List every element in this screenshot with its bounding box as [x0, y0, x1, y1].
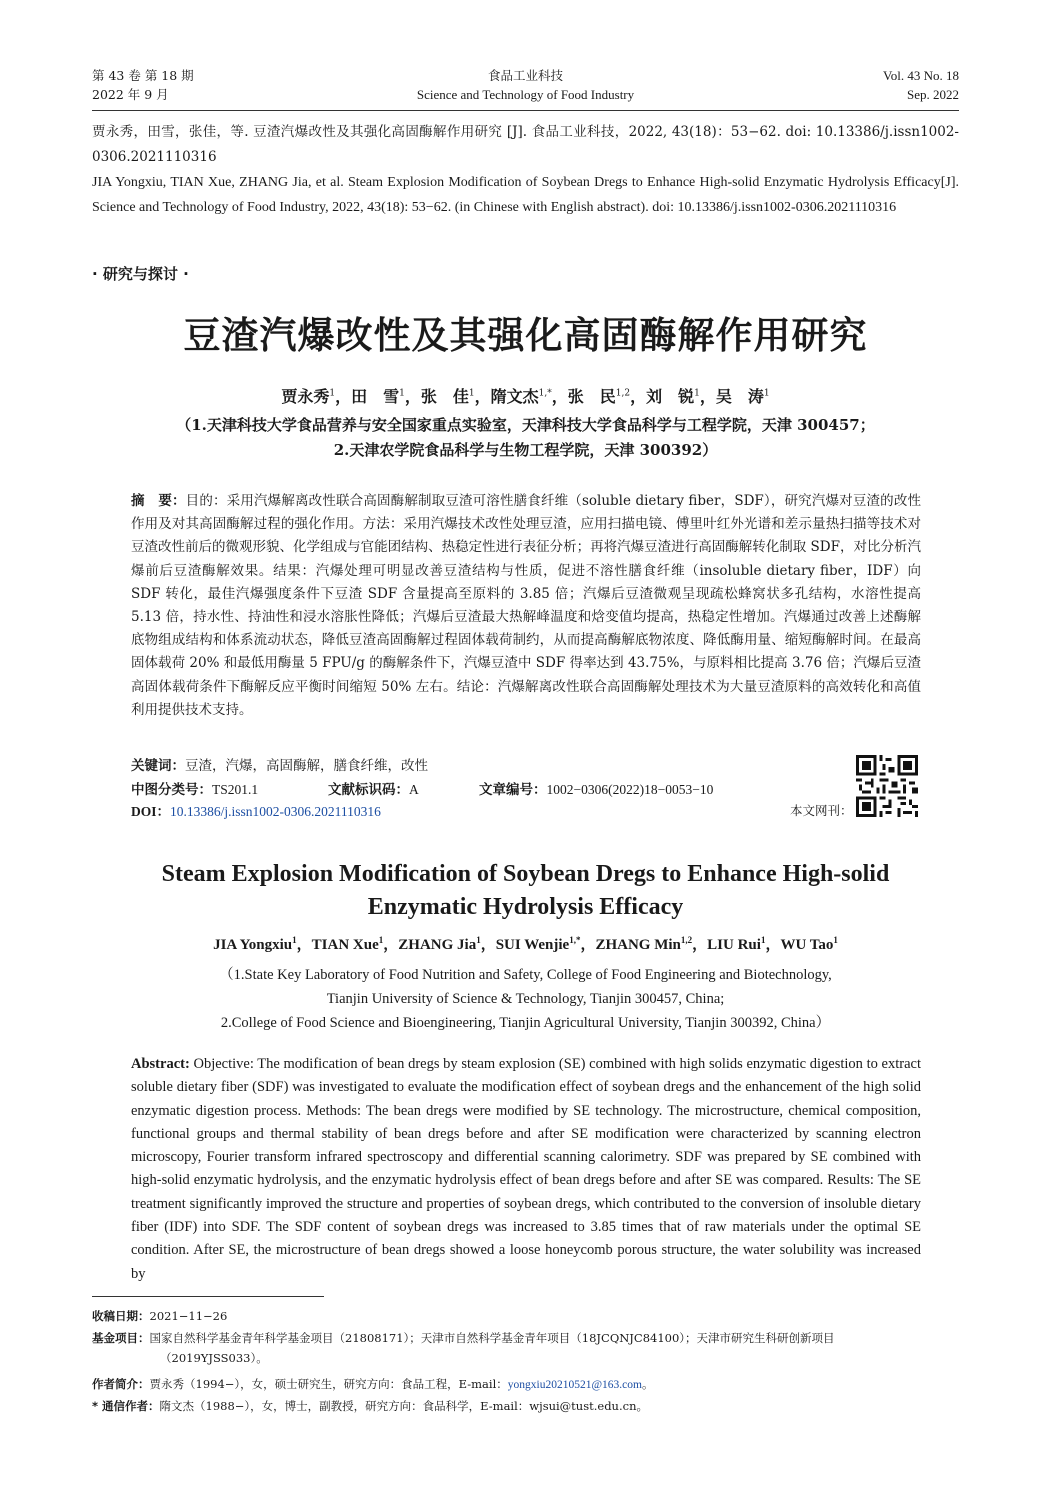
- author-cn: 贾永秀: [281, 387, 330, 406]
- authors-en: JIA Yongxiu$^1$，TIAN Xue$^1$，ZHANG Jia$^1$，SUI Wenjie$^{1,*}$，ZHANG Min$^{1,2}$，LIU Rui$^1$，WU Tao$^1$: [213, 935, 838, 953]
- authors-cn: 贾永秀$^1$，田 雪$^1$，张 佳$^1$，隋文杰$^{1,*}$，张 民$^{1,2}$，刘 锐$^1$，吴 涛$^1$: [281, 387, 770, 406]
- abstract-cn: [131, 490, 921, 722]
- author-cn: 刘 锐: [646, 387, 695, 406]
- header-volume-cn: 第 43 卷 第 18 期: [92, 68, 194, 83]
- title-cn: 豆渣汽爆改性及其强化高固酶解作用研究: [183, 313, 868, 357]
- clc-code: 中图分类号：TS201.1: [131, 782, 259, 798]
- affiliation-en-1: （1.State Key Laboratory of Food Nutrition and Safety, College of Food Engineering and Biotechnology,: [219, 967, 832, 983]
- affiliation-cn-2: 2.天津农学院食品科学与生物工程学院，天津 300392）: [333, 441, 718, 459]
- author-cn: 田 雪: [351, 387, 400, 406]
- author-cn: 张 佳: [420, 387, 469, 406]
- article-code: 文章编号：1002−0306(2022)18−0053−10: [479, 782, 714, 798]
- affiliation-en-3: 2.College of Food Science and Bioengineering, Tianjin Agricultural University, Tianjin 300392, China）: [220, 1015, 831, 1031]
- header-journal-en: Science and Technology of Food Industry: [416, 87, 635, 102]
- doi-line: DOI：10.13386/j.issn1002-0306.2021110316: [131, 804, 381, 819]
- header-date-en: Sep. 2022: [907, 87, 959, 102]
- abstract-cn-text: 目的：采用汽爆解离改性联合高固酶解制取豆渣可溶性膳食纤维（soluble dietary fiber，SDF），研究汽爆对豆渣的改性作用及对其高固酶解过程的强化作用。方法：采用汽爆技术改性处理豆渣，应用扫描电镜、傅里叶红外光谱和差示量热扫描等技术对豆渣改性前后的微观形貌、化学组成与官能团结构、热稳定性进行表征分析；再将汽爆豆渣进行高固酶解转化制取 SDF，对比分析汽爆前后豆渣酶解效果。结果：汽爆处理可明显改善豆渣结构与性质，促进不溶性膳食纤维（insoluble dietary fiber，IDF）向 SDF 转化，最佳汽爆强度条件下豆渣 SDF 含量提高至原料的 3.85 倍；汽爆后豆渣微观呈现疏松蜂窝状多孔结构，水溶性提高 5.13 倍，持水性、持油性和浸水溶胀性降低；汽爆后豆渣最大热解峰温度和焓变值均提高，热稳定性增加。汽爆通过改善上述酶解底物组成结构和体系流动状态，降低豆渣高固酶解过程固体载荷制约，从而提高酶解底物浓度、降低酶用量、缩短酶解时间。在最高固体载荷 20% 和最低用酶量 5 FPU/g 的酶解条件下，汽爆豆渣中 SDF 得率达到 43.75%，与原料相比提高 3.76 倍；汽爆后豆渣高固体载荷条件下酶解反应平衡时间缩短 50% 左右。结论：汽爆解离改性联合高固酶解处理技术为大量豆渣原料的高效转化和高值利用提供技术支持。: [131, 493, 921, 718]
- footnote-author: 作者简介：贾永秀（1994−），女，硕士研究生，研究方向：食品工程，E-mail：yongxiu20210521@163.com。: [92, 1377, 654, 1391]
- abstract-en-text: Objective: The modification of bean dregs by steam explosion (SE) combined with high solids enzymatic digestion to extract soluble dietary fiber (SDF) was investigated to evaluate the modification effect of soybean dregs and the enhancement of the high solid enzymatic digestion process. Methods: The bean dregs were modified by SE technology. The microstructure, chemical composition, functional groups and thermal stability of bean dregs before and after SE modification were characterized by scanning electron microscopy, Fourier transform infrared spectroscopy and differential scanning calorimetry. SDF was prepared by SE combined with high-solid enzymatic hydrolysis, and the enzymatic hydrolysis effect of bean dregs before and after SE was compared. Results: The SE treatment significantly improved the structure and properties of soybean dregs, which contributed to the conversion of insoluble dietary fiber (IDF) into SDF. The SDF content of soybean dregs was increased to 3.85 times that of raw materials under the optimal SE condition. After SE, the microstructure of bean dregs showed a loose honeycomb porous structure, the water solubility was increased by: [131, 1056, 921, 1282]
- citation-en: JIA Yongxiu, TIAN Xue, ZHANG Jia, et al. Steam Explosion Modification of Soybean Dregs to Enhance High-solid Enzymatic Hydrolysis Efficacy[J]. Science and Technology of Food Industry, 2022, 43(18): 53−62. (in Chinese with English abstract). doi: 10.13386/j.issn1002-0306.2021110316: [92, 175, 959, 215]
- doi-link[interactable]: 10.13386/j.issn1002-0306.2021110316: [170, 804, 381, 819]
- header-rule: [92, 110, 959, 111]
- header-right: [883, 66, 959, 104]
- header-center: [92, 66, 959, 104]
- qr-code-icon: [856, 755, 918, 817]
- section-tag: · 研究与探讨 ·: [92, 265, 189, 283]
- header-journal-cn: 食品工业科技: [487, 68, 563, 83]
- footnote-rule: [92, 1296, 324, 1297]
- footnote-fund: 基金项目：国家自然科学基金青年科学基金项目（21808171）；天津市自然科学基金青年项目（18JCQNJC84100）；天津市研究生科研创新项目 （2019YJSS033）。: [92, 1331, 835, 1365]
- header-date-cn: 2022 年 9 月: [92, 87, 169, 102]
- title-en: Steam Explosion Modification of Soybean Dregs to Enhance High-solid Enzymatic Hydrolysis Efficacy: [161, 861, 890, 920]
- abstract-cn-label: 摘 要：: [131, 493, 186, 509]
- keywords-cn: 关键词：豆渣，汽爆，高固酶解，膳食纤维，改性: [131, 758, 428, 774]
- header-volume-en: Vol. 43 No. 18: [883, 68, 959, 83]
- abstract-en-label: Abstract:: [131, 1056, 190, 1072]
- footnote-received: 收稿日期：2021−11−26: [92, 1309, 228, 1323]
- citation-cn: 贾永秀，田雪，张佳，等. 豆渣汽爆改性及其强化高固酶解作用研究 [J]. 食品工业科技，2022, 43(18)：53−62. doi: 10.13386/j.issn1002-0306.2021110316: [92, 124, 959, 165]
- author-cn: 张 民: [567, 387, 616, 406]
- author-cn: 隋文杰: [490, 387, 539, 406]
- affiliation-en-2: Tianjin University of Science & Technology, Tianjin 300457, China;: [326, 991, 725, 1007]
- abstract-en: [131, 1053, 921, 1286]
- footnote-corresponding: * 通信作者：隋文杰（1988−），女，博士，副教授，研究方向：食品科学，E-mail：wjsui@tust.edu.cn。: [92, 1399, 648, 1413]
- affiliations-cn: [0, 413, 1051, 463]
- author-cn: 吴 涛: [715, 387, 764, 406]
- affiliation-cn-1: （1.天津科技大学食品营养与安全国家重点实验室，天津科技大学食品科学与工程学院，天津 300457；: [176, 416, 875, 434]
- affiliations-en: [0, 963, 1051, 1035]
- author-email-link[interactable]: yongxiu20210521@163.com: [507, 1379, 642, 1391]
- citation-block: [92, 120, 959, 220]
- running-header: [92, 66, 959, 106]
- doc-code: 文献标识码：A: [328, 782, 419, 798]
- qr-label: 本文网刊：: [790, 803, 853, 818]
